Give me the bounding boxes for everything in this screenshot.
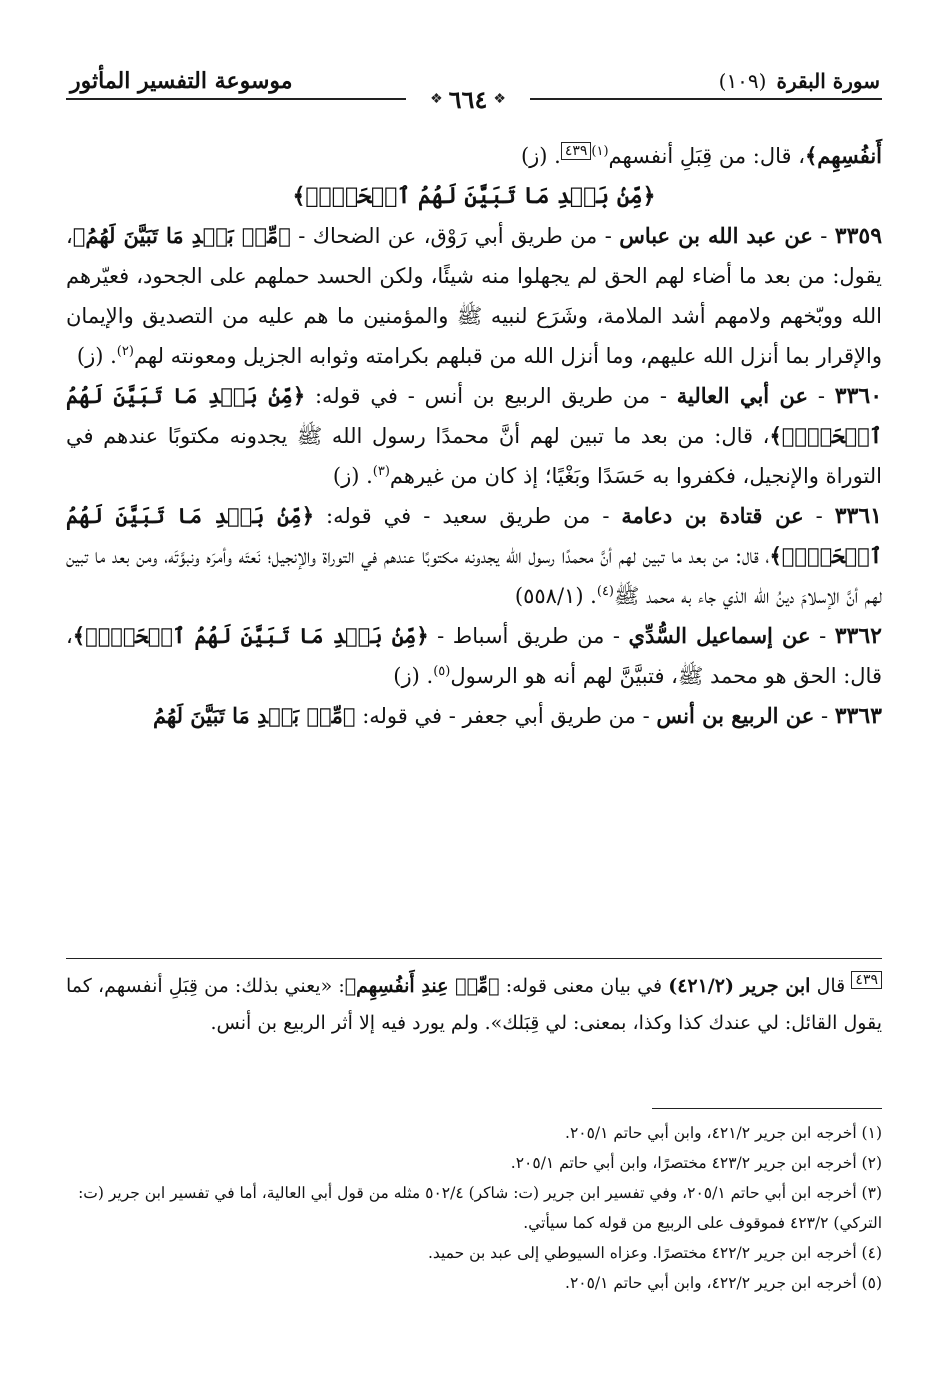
aya-quote: ﴿مِّنۢ بَعۡدِ مَا تَبَيَّنَ لَهُمُ ٱلۡحَقُّۖ﴾ (66, 383, 882, 448)
entry-chain: - من طريق سعيد - في قوله: (314, 504, 622, 528)
entry-authority: عن أبي العالية (676, 383, 809, 408)
entry-text: ، قال: الحق هو محمد ﷺ، فتبيَّنَّ لهم أنه هو الرسول (66, 624, 882, 688)
entry-number: ٣٣٦٠ (834, 383, 883, 409)
aya-number: (١٠٩) (718, 69, 767, 93)
footnote: (٣) أخرجه ابن أبي حاتم ٢٠٥/١، وفي تفسير ابن جرير (ت: شاكر) ٥٠٢/٤ مثله من قول أبي العالية، أما في تفسير ابن جرير (ت: التركي) ٤٢٣/٢ فموقوف على الربيع من قوله كما سيأتي. (78, 1184, 882, 1232)
entry-end: . (ز) (332, 464, 373, 488)
comment-text: : «يعني بذلك: من قِبَلِ أنفسهم، كما يقول القائل: لي عندك كذا وكذا، بمعنى: لي قِبَلك». ولم يورد فيه إلا أثر الربيع بن أنس. (66, 975, 882, 1034)
entry-text: ، قال: من بعد ما تبين لهم أنَّ محمدًا رسول الله يجدونه مكتوبًا عندهم في التوراة والإنجيل؛ نَعتَه وأمرَه ونبوَّتَه، ومن بعد ما تبين لهم أنَّ الإسلامَ دينُ الله الذي جاء به محمد ﷺ (66, 544, 882, 608)
header-rule-right (530, 98, 882, 100)
entry-text: ، قال: من بعد ما تبين لهم أنَّ محمدًا رسول الله ﷺ يجدونه مكتوبًا عندهم في التوراة والإنجيل، فكفروا به حَسَدًا وبَغْيًا؛ إذ كان من غيرهم (66, 424, 882, 488)
line-text: ، قال: من قِبَلِ أنفسهم (608, 144, 805, 168)
ornament-right-icon: ❖ (493, 91, 506, 107)
aya-quote: ﴿مِّنۢ بَعۡدِ مَا تَبَيَّنَ لَهُمُ (152, 703, 356, 728)
footnote: (٤) أخرجه ابن جرير ٤٢٢/٢ مختصرًا. وعزاه السيوطي إلى عبد بن حميد. (427, 1244, 882, 1262)
entry-chain: - من طريق أبي جعفر - في قوله: (355, 704, 657, 728)
entry-authority: عن قتادة بن دعامة (621, 503, 804, 528)
entry-chain: - من طريق الربيع بن أنس - في قوله: (305, 384, 677, 408)
entry-number: ٣٣٦٢ (834, 623, 882, 649)
hadith-entry: ٣٣٦١ - عن قتادة بن دعامة - من طريق سعيد - في قوله: ﴿مِّنۢ بَعۡدِ مَا تَبَيَّنَ لَهُمُ ٱلۡحَقُّۖ﴾، قال: من بعد ما تبين لهم أنَّ محمدًا رسول الله يجدونه مكتوبًا عندهم في التوراة والإنجيل؛ نَعتَه وأمرَه ونبوَّتَه، ومن بعد ما تبين لهم أنَّ الإسلامَ دينُ الله الذي جاء به محمد ﷺ$^{(٤)}$. (٥٥٨/١) (66, 503, 882, 608)
hadith-entry: ٣٣٦٠ - عن أبي العالية - من طريق الربيع بن أنس - في قوله: ﴿مِّنۢ بَعۡدِ مَا تَبَيَّنَ لَهُمُ ٱلۡحَقُّۖ﴾، قال: من بعد ما تبين لهم أنَّ محمدًا رسول الله ﷺ يجدونه مكتوبًا عندهم في التوراة والإنجيل، فكفروا به حَسَدًا وبَغْيًا؛ إذ كان من غيرهم$^{(٣)}$. (ز) (66, 383, 883, 488)
entry-end: . (ز) (76, 344, 117, 368)
entry-authority: عن عبد الله بن عباس (619, 223, 813, 248)
aya-quote: ﴿مِّنۢ بَعۡدِ مَا تَبَيَّنَ لَهُمُ﴾ (72, 223, 291, 248)
comment-author: ابن جرير (٤٢١/٢) (668, 975, 811, 997)
entry-number: ٣٣٥٩ (834, 223, 883, 249)
editor-comment (66, 968, 882, 1042)
footnote-ref: (٢) (116, 344, 134, 359)
entry-number: ٣٣٦٣ (834, 703, 882, 729)
sura-indicator (719, 69, 880, 93)
aya-quote: ﴿مِّنۢ بَعۡدِ مَا تَبَيَّنَ لَهُمُ ٱلۡحَقُّۖ﴾ (66, 503, 882, 568)
main-text (66, 136, 882, 736)
footnote-ref: (٥) (433, 664, 451, 679)
comment-ref-box: ٤٣٩ (561, 142, 592, 160)
entry-end: . (٥٥٨/١) (514, 584, 597, 608)
entry-end: . (ز) (393, 664, 434, 688)
hadith-entry: ٣٣٥٩ - عن عبد الله بن عباس - من طريق أبي رَوْق، عن الضحاك - ﴿مِّنۢ بَعۡدِ مَا تَبَيَّنَ لَهُمُ﴾، يقول: من بعد ما أضاء لهم الحق لم يجهلوا منه شيئًا، ولكن الحسد حملهم على الجحود، فعيّرهم الله ووبّخهم ولامهم أشد الملامة، وشَرَع لنبيه ﷺ والمؤمنين ما هم عليه من التصديق والإيمان والإقرار بما أنزل الله عليهم، وما أنزل الله من قبلهم بكرامته وثوابه الجزيل ومعونته لهم$^{(٢)}$. (ز) (66, 223, 883, 368)
footnote: (٢) أخرجه ابن جرير ٤٢٣/٢ مختصرًا، وابن أبي حاتم ٢٠٥/١. (510, 1154, 882, 1172)
entry-authority: عن الربيع بن أنس (656, 703, 815, 728)
aya-quote: ﴿مِّنۢ بَعۡدِ مَا تَبَيَّنَ لَهُمُ ٱلۡحَقُّۖ﴾ (72, 623, 429, 648)
entry-authority: عن إسماعيل السُّدِّي (628, 623, 811, 648)
page-number: ٦٦٤ (448, 84, 488, 114)
footnote-ref: (٤) (596, 584, 614, 599)
comment-text: في بيان معنى قوله: (499, 975, 669, 997)
entry-text: ، يقول: من بعد ما أضاء لهم الحق لم يجهلوا منه شيئًا، ولكن الحسد حملهم على الجحود، فعيّرهم الله ووبّخهم ولامهم أشد الملامة، وشَرَع لنبيه ﷺ والمؤمنين ما هم عليه من التصديق والإيمان والإقرار بما أنزل الله عليهم، وما أنزل الله من قبلهم بكرامته وثوابه الجزيل ومعونته لهم (66, 224, 882, 368)
line-end: . (ز) (520, 144, 561, 168)
footnote: (٥) أخرجه ابن جرير ٤٢٢/٢، وابن أبي حاتم ٢٠٥/١. (565, 1274, 882, 1292)
comment-box: ٤٣٩ (851, 971, 882, 989)
hadith-entry: ٣٣٦٢ - عن إسماعيل السُّدِّي - من طريق أسباط - ﴿مِّنۢ بَعۡدِ مَا تَبَيَّنَ لَهُمُ ٱلۡحَقُّۖ﴾، قال: الحق هو محمد ﷺ، فتبيَّنَّ لهم أنه هو الرسول$^{(٥)}$. (ز) (66, 623, 882, 688)
footnote: (١) أخرجه ابن جرير ٤٢١/٢، وابن أبي حاتم ٢٠٥/١. (565, 1124, 882, 1142)
book-title: موسوعة التفسير المأثور (70, 68, 293, 94)
ornament-left-icon: ❖ (430, 91, 443, 107)
section-heading: ﴿مِّنۢ بَعۡدِ مَا تَبَيَّنَ لَهُمُ ٱلۡحَقُّۖ﴾ (292, 183, 656, 209)
footnote-rule (652, 1108, 882, 1109)
aya-quote: ﴿مِّنۡ عِندِ أَنفُسِهِم﴾ (344, 975, 500, 997)
footnotes (66, 1118, 882, 1298)
header-rule-left (66, 98, 406, 100)
entry-chain: - من طريق أسباط - (428, 624, 629, 648)
hadith-entry: ٣٣٦٣ - عن الربيع بن أنس - من طريق أبي جعفر - في قوله: ﴿مِّنۢ بَعۡدِ مَا تَبَيَّنَ لَهُمُ (152, 703, 882, 729)
footnote-ref: (٣) (372, 464, 390, 479)
comment-lead: قال (810, 975, 852, 997)
continued-line (66, 136, 882, 176)
entry-number: ٣٣٦١ (834, 503, 882, 529)
page-number-block (406, 84, 530, 114)
aya-quote: أَنفُسِهِم﴾ (805, 143, 882, 168)
footnote-ref: (١) (591, 144, 609, 159)
sura-name: سورة البقرة (776, 69, 880, 93)
entry-chain: - من طريق أبي رَوْق، عن الضحاك - (290, 224, 620, 248)
comment-divider (66, 958, 882, 959)
